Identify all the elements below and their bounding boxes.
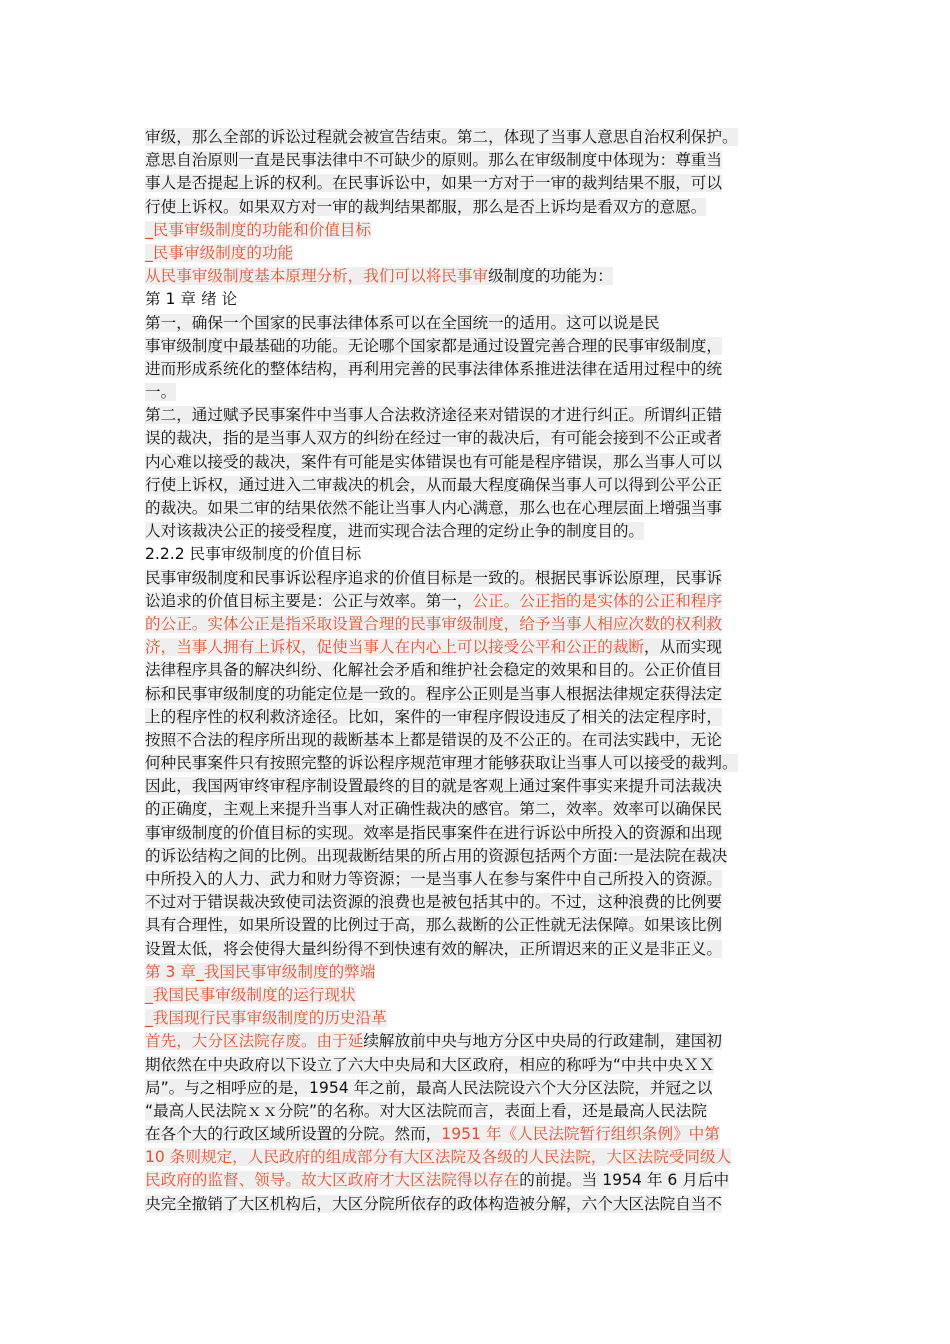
text-line [145,381,810,404]
highlighted-text: _我国民事审级制度的运行现状 [145,985,356,1004]
body-text: 期依然在中央政府以下设立了六大中央局和大区政府，相应的称呼为“中共中央ＸＸ [145,1055,715,1074]
highlighted-text: _民事审级制度的功能 [145,243,294,262]
highlighted-text: 从民事审级制度基本原理分析，我们可以将民事审 [145,267,489,286]
body-text: 因此，我国两审终审程序制设置最终的目的就是客观上通过案件事实来提升司法裁决 [145,777,722,796]
body-text: 事审级制度中最基础的功能。无论哪个国家都是通过设置完善合理的民事审级制度， [145,336,722,355]
text-line [145,938,810,961]
body-text: 行使上诉权，通过进入二审裁决的机会，从而最大程度确保当事人可以得到公平公正 [145,475,722,494]
text-line [145,613,810,636]
highlighted-text: 第 3 章_我国民事审级制度的弊端 [145,962,376,981]
text-line [145,1077,810,1100]
text-line [145,567,810,590]
text-line [145,427,810,450]
text-line [145,451,810,474]
text-line [145,636,810,659]
body-text: 在各个大的行政区域所设置的分院。然而， [145,1125,442,1144]
body-text: 行使上诉权。如果双方对一审的裁判结果都服，那么是否上诉均是看双方的意愿。 [145,197,707,216]
body-text: “最高人民法院ｘｘ分院”的名称。对大区法院而言，表面上看，还是最高人民法院 [145,1101,707,1120]
text-line [145,358,810,381]
text-line [145,775,810,798]
body-text: 误的裁决，指的是当事人双方的纠纷在经过一审的裁决后，有可能会接到不公正或者 [145,429,722,448]
body-text: 具有合理性，如果所设置的比例过于高，那么裁断的公正性就无法保障。如果该比例 [145,916,722,935]
text-line [145,1169,810,1192]
text-line [145,683,810,706]
body-text: 第二，通过赋予民事案件中当事人合法救济途径来对错误的才进行纠正。所谓纠正错 [145,406,722,425]
text-line [145,242,810,265]
body-text: 事人是否提起上诉的权利。在民事诉讼中，如果一方对于一审的裁判结果不服，可以 [145,174,722,193]
text-line [145,1054,810,1077]
text-line [145,543,810,566]
text-line [145,984,810,1007]
body-text: 法律程序具备的解决纠纷、化解社会矛盾和维护社会稳定的效果和目的。公正价值目 [145,661,722,680]
body-text: 讼追求的价值目标主要是：公正与效率。第一， [145,591,473,610]
body-text: 按照不合法的程序所出现的裁断基本上都是错误的及不公正的。在司法实践中，无论 [145,730,722,749]
body-text: 审级，那么全部的诉讼过程就会被宣告结束。第二，体现了当事人意思自治权利保护。 [145,128,738,146]
text-line [145,520,810,543]
body-text: 中所投入的人力、武力和财力等资源；一是当事人在参与案件中自己所投入的资源。 [145,870,722,888]
highlighted-text: 民政府的监督、领导。故大区政府才大区法院得以存在 [145,1171,520,1190]
body-text: ，从而实现 [644,638,722,657]
text-line [145,868,810,891]
body-text: 第 1 章 绪 论 [145,290,238,309]
body-text: 续解放前中央与地方分区中央局的行政建制，建国初 [363,1032,722,1051]
highlighted-text: 公正。公正指的是实体的公正和程序 [472,591,722,610]
body-text: 局”。与之相呼应的是，1954 年之前，最高人民法院设六个大分区法院，并冠之以 [145,1078,713,1097]
body-text: 进而形成系统化的整体结构，再利用完善的民事法律体系推进法律在适用过程中的统 [145,359,722,378]
body-text: 上的程序性的权利救济途径。比如，案件的一审程序假设违反了相关的法定程序时， [145,707,722,726]
text-line [145,126,810,149]
body-text: 标和民事审级制度的功能定位是一致的。程序公正则是当事人根据法律规定获得法定 [145,684,722,703]
highlighted-text: 10 条则规定，人民政府的组成部分有大区法院及各级的人民法院，大区法院受同级人 [145,1148,732,1167]
highlighted-text: _民事审级制度的功能和价值目标 [145,220,372,239]
text-line [145,590,810,613]
document-page [145,126,810,1216]
text-line [145,1193,810,1216]
body-text: 的裁决。如果二审的结果依然不能让当事人内心满意，那么也在心理层面上增强当事 [145,499,722,517]
highlighted-text: _我国现行民事审级制度的历史沿革 [145,1009,387,1028]
body-text: 内心难以接受的裁决，案件有可能是实体错误也有可能是程序错误，那么当事人可以 [145,452,722,471]
highlighted-text: 1951 年《人民法院暂行组织条例》中第 [441,1125,720,1144]
text-line [145,265,810,288]
text-line [145,822,810,845]
text-line [145,706,810,729]
body-text: 央完全撤销了大区机构后，大区分院所依存的政体构造被分解，六个大区法院自当不 [145,1194,722,1213]
body-text: 一。 [145,383,177,402]
text-line [145,172,810,195]
text-line [145,798,810,821]
body-text: 第一，确保一个国家的民事法律体系可以在全国统一的适用。这可以说是民 [145,313,660,332]
highlighted-text: 的公正。实体公正是指采取设置合理的民事审级制度，给予当事人相应次数的权利救 [145,614,722,633]
text-line [145,659,810,682]
body-text: 设置太低，将会使得大量纠纷得不到快速有效的解决，正所谓迟来的正义是非正义。 [145,939,722,958]
body-text: 不过对于错误裁决致使司法资源的浪费也是被包括其中的。不过，这种浪费的比例要 [145,893,722,912]
text-line [145,288,810,311]
text-line [145,1030,810,1053]
text-line [145,1123,810,1146]
body-text: 事审级制度的价值目标的实现。效率是指民事案件在进行诉讼中所投入的资源和出现 [145,823,722,842]
text-line [145,961,810,984]
text-line [145,196,810,219]
highlighted-text: 济，当事人拥有上诉权，促使当事人在内心上可以接受公平和公正的裁断 [145,638,645,657]
text-line [145,335,810,358]
text-line [145,845,810,868]
text-line [145,752,810,775]
text-line [145,149,810,172]
body-text: 的诉讼结构之间的比例。出现裁断结果的所占用的资源包括两个方面:一是法院在裁决 [145,846,728,865]
body-text: 何种民事案件只有按照完整的诉讼程序规范审理才能够获取让当事人可以接受的裁判。 [145,754,738,773]
text-line [145,404,810,427]
highlighted-text: 首先，大分区法院存废。由于延 [145,1032,364,1051]
text-line [145,1100,810,1123]
text-line [145,497,810,520]
body-text: 的前提。当 1954 年 6 月后中 [519,1171,730,1190]
text-line [145,312,810,335]
body-text: 人对该裁决公正的接受程度，进而实现合法合理的定纷止争的制度目的。 [145,522,645,541]
body-text: 级制度的功能为： [488,267,613,286]
text-line [145,219,810,242]
text-line [145,474,810,497]
text-line [145,1146,810,1169]
body-text: 2.2.2 民事审级制度的价值目标 [145,545,362,564]
body-text: 民事审级制度和民事诉讼程序追求的价值目标是一致的。根据民事诉讼原理，民事诉 [145,568,722,587]
text-line [145,729,810,752]
text-line [145,891,810,914]
body-text: 的正确度，主观上来提升当事人对正确性裁决的感官。第二，效率。效率可以确保民 [145,800,722,819]
text-line [145,914,810,937]
text-line [145,1007,810,1030]
body-text: 意思自治原则一直是民事法律中不可缺少的原则。那么在审级制度中体现为：尊重当 [145,151,722,170]
